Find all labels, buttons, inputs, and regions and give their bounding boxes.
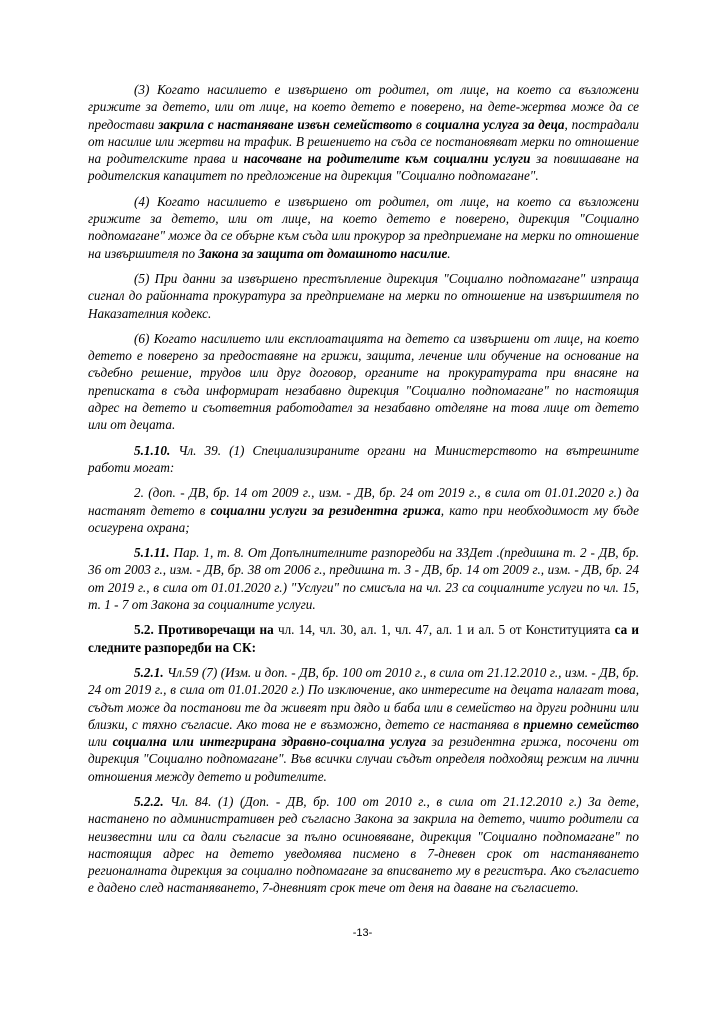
section-5-2: 5.2. Противоречащи на чл. 14, чл. 30, ал. 1, чл. 47, ал. 1 и ал. 5 от Конституцията са и следните разпоредби на СК: xyxy=(88,622,639,655)
section-5-2-1: 5.2.1. Чл.59 (7) (Изм. и доп. - ДВ, бр. 100 от 2010 г., в сила от 21.12.2010 г., изм. - ДВ, бр. 24 от 2019 г., в сила от 01.01.2020 г.) По изключение, ако интересите на децата налагат това, съдът може да постанови те да живеят при дядо и баба или в семейство на други роднини или близки, с тяхно съгласие. Ако това не е възможно, детето се настанява в приемно семейство или социална или интегрирана здравно-социална услуга за резидентна грижа, посочени от дирекция "Социално подпомагане". Във всички случаи съдът определя подходящ режим на лични отношения между детето и родителите. xyxy=(88,664,639,784)
paragraph-4: (4) Когато насилието е извършено от родител, от лице, на което са възложени грижите за детето, или от лице, на което детето е поверено, дирекция "Социално подпомагане" може да се обърне към съда или прокурор за предприемане на мерки по отношение на извършителя по Закона за защита от домашното насилие. xyxy=(88,193,639,261)
section-5-2-2: 5.2.2. Чл. 84. (1) (Доп. - ДВ, бр. 100 от 2010 г., в сила от 21.12.2010 г.) За дете, настанено по административен ред съгласно Закона за закрила на детето, чиито родители са неизвестни или са дали съгласие за пълно осиновяване, дирекция "Социално подпомагане" по настоящия адрес на детето уведомява писмено в 7-дневен срок от настаняването регионалната дирекция за социално подпомагане за вписването му в регистъра. Ако съгласието е дадено след настаняването, 7-дневният срок тече от деня на даване на съгласието. xyxy=(88,793,639,896)
paragraph-6: (6) Когато насилието или експлоатацията на детето са извършени от лице, на което детето е поверено за предоставяне на грижи, защита, лечение или обучение на основание на съдебно решение, трудов или друг договор, органите на прокуратурата при внасяне на преписката в съда информират незабавно дирекция "Социално подпомагане" по настоящия адрес на детето и съответния работодател за незабавно отделяне на това лице от детето или от децата. xyxy=(88,330,639,433)
page-number: -13- xyxy=(352,927,373,939)
section-number: 5.2.2. xyxy=(134,793,164,809)
paragraph-3: (3) Когато насилието е извършено от родител, от лице, на което са възложени грижите за детето, или от лице, на което детето е поверено, на дете-жертва може да се предостави закрила с настаняване извън семейството в социална услуга за деца, пострадали от насилие или жертви на трафик. В решението на съда се постановяват мерки по отношение на родителските права и насочване на родителите към социални услуги за повишаване на родителския капацитет по предложение на дирекция "Социално подпомагане". xyxy=(88,82,639,184)
section-5-1-11: 5.1.11. Пар. 1, т. 8. От Допълнителните разпоредби на ЗЗДет .(предишна т. 2 - ДВ, бр. 36 от 2003 г., изм. - ДВ, бр. 38 от 2006 г., предишна т. 3 - ДВ, бр. 14 от 2009 г., изм. - ДВ, бр. 24 от 2019 г., в сила от 01.01.2020 г.) "Услуги" по смисъла на чл. 23 са социалните услуги по чл. 15, т. 1 - 7 от Закона за социалните услуги. xyxy=(88,545,639,613)
section-number: 5.1.10. xyxy=(134,442,171,458)
paragraph-item-2: 2. (доп. - ДВ, бр. 14 от 2009 г., изм. - ДВ, бр. 24 от 2019 г., в сила от 01.01.2020 г.) да настанят детето в социални услуги за резидентна грижа, като при необходимост му бъде осигурена охрана; xyxy=(88,485,640,535)
section-heading: 5.2. Противоречащи на xyxy=(134,622,274,638)
section-number: 5.2.1. xyxy=(134,664,164,680)
section-number: 5.1.11. xyxy=(134,545,170,561)
document-body xyxy=(88,81,639,905)
section-5-1-10: 5.1.10. Чл. 39. (1) Специализираните органи на Министерството на вътрешните работи могат: xyxy=(88,442,639,475)
paragraph-5: (5) При данни за извършено престъпление дирекция "Социално подпомагане" изпраща сигнал до районната прокуратура за предприемане на мерки по отношение на извършителя по Наказателния кодекс. xyxy=(88,270,639,321)
